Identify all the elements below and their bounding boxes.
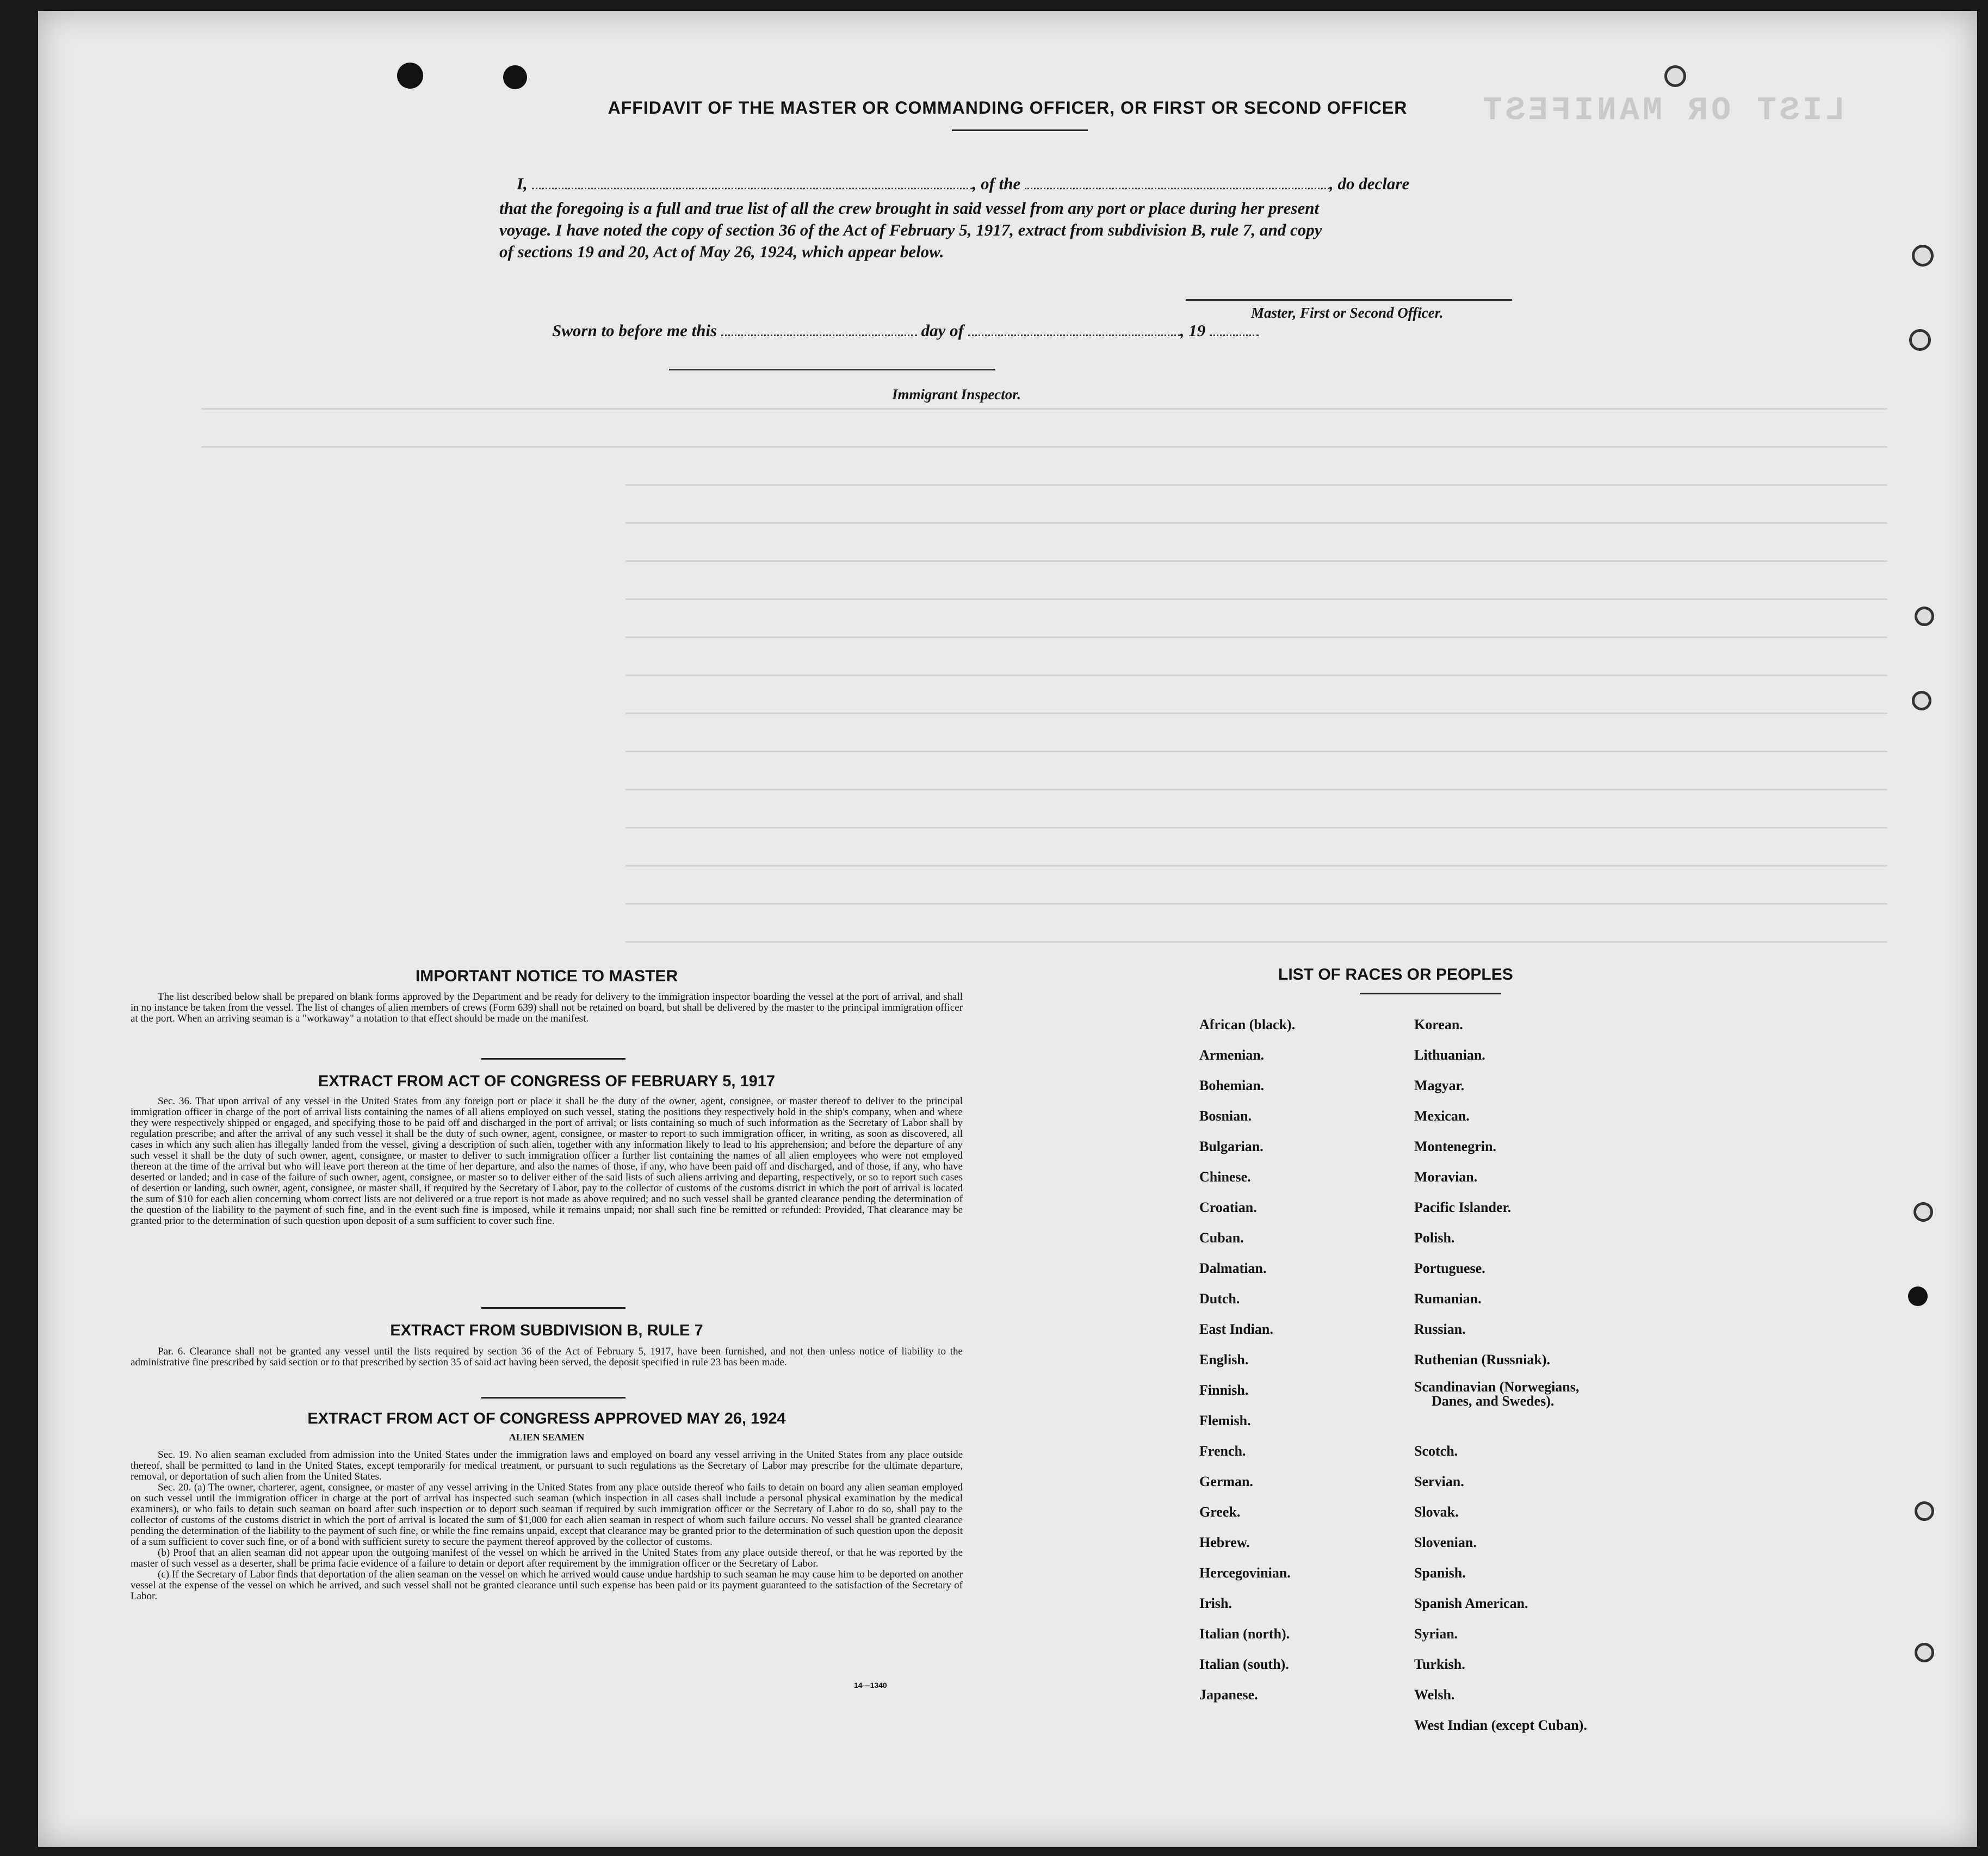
race-item: Japanese. <box>1199 1687 1258 1703</box>
bleed-through-line <box>201 446 1887 448</box>
extract-rule7-title: EXTRACT FROM SUBDIVISION B, RULE 7 <box>390 1322 703 1339</box>
binder-ring-hole <box>1913 1202 1933 1222</box>
race-item: Spanish. <box>1414 1565 1466 1581</box>
inspector-label: Immigrant Inspector. <box>892 386 1021 403</box>
race-item: Syrian. <box>1414 1626 1458 1642</box>
signature-line[interactable] <box>1186 299 1512 301</box>
bleed-through-line <box>625 484 1887 486</box>
binder-ring-hole <box>1912 691 1931 710</box>
race-item: Pacific Islander. <box>1414 1199 1512 1215</box>
paragraph-6-text: Par. 6. Clearance shall not be granted any vessel until the lists required by section 36 of the Act of February 5, 1917, have been furnished, and not then unless notice of liability to the administrative fine prescribed by said section or to that prescribed by section 35 of said act having been served, the deposit specified in rule 23 has been made. <box>131 1346 963 1368</box>
bleed-through-line <box>625 598 1887 600</box>
section-20a-text: Sec. 20. (a) The owner, charterer, agent, consignee, or master of any vessel arriving in the United States from any place outside thereof who fails to detain on board any alien seaman employed on such vessel until the immigration officer in charge at the port of arrival has inspected such seaman (which inspection in all cases shall include a personal physical examination by the medical examiners), or who fails to detain such seaman on board after such inspection or to deport such seaman if required by such immigration officer or the Secretary of Labor to do so, shall pay to the collector of customs of the customs district in which the port of arrival is located the sum of $1,000 for each alien seaman in respect of whom such failure occurs. No vessel shall be granted clearance pending the determination of the liability to the payment of such fine, or while the fine remains unpaid, except that clearance may be granted prior to the determination of such question upon the deposit of a sum sufficient to cover such fine, or of a bond with sufficient surety to secure the payment thereof approved by the collector of customs. <box>131 1482 963 1548</box>
sworn-line <box>552 321 1259 341</box>
title-underline <box>952 129 1088 131</box>
race-item: West Indian (except Cuban). <box>1414 1717 1587 1733</box>
race-item: Croatian. <box>1199 1199 1257 1215</box>
race-item: Chinese. <box>1199 1169 1251 1185</box>
race-item: Hebrew. <box>1199 1535 1250 1550</box>
title-underline <box>1360 993 1501 994</box>
race-item: Italian (north). <box>1199 1626 1290 1642</box>
race-item: Hercegovinian. <box>1199 1565 1291 1581</box>
section-divider <box>481 1058 625 1060</box>
vessel-field[interactable] <box>1025 188 1329 189</box>
bleed-through-line <box>625 636 1887 638</box>
affidavit-line-4: of sections 19 and 20, Act of May 26, 1924, which appear below. <box>499 242 944 261</box>
binder-ring-hole <box>1664 65 1686 87</box>
section-20b-text: (b) Proof that an alien seaman did not appear upon the outgoing manifest of the vessel on which he arrived in the United States from any place outside thereof, or that he was reported by the master of such vessel as a deserter, shall be prima facie evidence of a failure to detain or deport after requirement by the immigration officer or the Secretary of Labor. <box>131 1547 963 1569</box>
extract-1924-title: EXTRACT FROM ACT OF CONGRESS APPROVED MAY 26, 1924 <box>307 1410 786 1427</box>
race-item: Flemish. <box>1199 1413 1251 1428</box>
extract-1924-body <box>131 1450 963 1602</box>
binder-ring-hole <box>1909 329 1931 351</box>
race-item: Servian. <box>1414 1474 1464 1489</box>
sworn-year-field[interactable] <box>1210 335 1259 336</box>
bleed-through-line <box>625 522 1887 524</box>
affidavit-of-the: , of the <box>972 174 1021 193</box>
notice-text: The list described below shall be prepared on blank forms approved by the Department and be ready for delivery to the immigration inspector boarding the vessel at the port of arrival, and shall in no instance be taken from the vessel. The list of changes of alien members of crews (Form 639) shall not be retained on board, but shall be delivered by the master to the principal immigration officer at the port. When an arriving seaman is a "workaway" a notation to that effect should be made on the manifest. <box>131 991 963 1024</box>
race-item: African (black). <box>1199 1017 1296 1032</box>
signature-label: Master, First or Second Officer. <box>1251 305 1444 321</box>
section-divider <box>481 1397 625 1399</box>
race-item: Cuban. <box>1199 1230 1244 1246</box>
alien-seamen-subtitle: ALIEN SEAMEN <box>509 1432 585 1443</box>
document-page <box>38 11 1977 1847</box>
race-item: French. <box>1199 1443 1246 1459</box>
race-item: Rumanian. <box>1414 1291 1482 1307</box>
race-item: English. <box>1199 1352 1249 1368</box>
race-item: Irish. <box>1199 1595 1232 1611</box>
race-item: Finnish. <box>1199 1382 1249 1398</box>
race-item: Slovenian. <box>1414 1535 1477 1550</box>
race-item: Dutch. <box>1199 1291 1240 1307</box>
bleed-through-line <box>625 789 1887 790</box>
notice-body <box>131 992 963 1024</box>
race-item: Montenegrin. <box>1414 1139 1496 1154</box>
notice-title: IMPORTANT NOTICE TO MASTER <box>415 967 678 985</box>
inspector-signature-line[interactable] <box>669 369 995 370</box>
race-item: Korean. <box>1414 1017 1463 1032</box>
bleed-through-heading: LIST OR MANIFEST <box>1479 92 1845 129</box>
extract-1917-body <box>131 1096 963 1227</box>
bleed-through-line <box>625 675 1887 676</box>
race-item: Scotch. <box>1414 1443 1458 1459</box>
race-item: Armenian. <box>1199 1047 1265 1063</box>
race-item: Scandinavian (Norwegians, <box>1414 1379 1580 1395</box>
race-item: Lithuanian. <box>1414 1047 1485 1063</box>
section-20c-text: (c) If the Secretary of Labor finds that deportation of the alien seaman on the vessel on which he arrived would cause undue hardship to such seaman he may cause him to be deported on another vessel at the expense of the vessel on which he arrived, and such vessel shall not be granted clearance until such expense has been paid or its payment guaranteed to the satisfaction of the Secretary of Labor. <box>131 1569 963 1602</box>
bleed-through-line <box>625 751 1887 752</box>
binder-ring-hole <box>1915 1643 1934 1662</box>
section-36-text: Sec. 36. That upon arrival of any vessel in the United States from any foreign port or place it shall be the duty of the owner, agent, consignee, or master thereof to deliver to the principal immigration officer in charge of the port of arrival lists containing the names of all aliens employed on such vessel, stating the positions they respectively hold in the ship's company, when and where they were respectively shipped or engaged, and specifying those to be paid off and discharged in the port of arrival; or lists containing so much of such information as the Secretary of Labor shall by regulation prescribe; and after the arrival of any such vessel it shall be the duty of such owner, agent, consignee, or master to report to such immigration officer, in writing, as soon as discovered, all cases in which any such alien has illegally landed from the vessel, giving a description of such alien, together with any information likely to lead to his apprehension; and before the departure of any such vessel it shall be the duty of such owner, agent, consignee, or master to deliver to such immigration officer a further list containing the names of all alien employees who were not employed thereon at the time of the arrival but who will leave port thereon at the time of her departure, and also the names of those, if any, who have been paid off and discharged, and of those, if any, who have deserted or landed; and in case of the failure of such owner, agent, consignee, or master so to deliver either of the said lists of such aliens arriving and departing, respectively, or so to report such cases of desertion or landing, such owner, agent, consignee, or master shall, if required by the Secretary of Labor, pay to the collector of customs of the customs district in which the port of arrival is located the sum of $10 for each alien concerning whom correct lists are not delivered or a true report is not made as above required; and no such vessel shall be granted clearance pending the determination of the question of the liability to the payment of such fine, and in the event such fine is imposed, while it remains unpaid; nor shall such fine be remitted or refunded: Provided, That clearance may be granted prior to the determination of such question upon deposit of a sum sufficient to cover such fine. <box>131 1096 963 1227</box>
bleed-through-line <box>201 408 1887 410</box>
race-item: Italian (south). <box>1199 1656 1289 1672</box>
race-item: Danes, and Swedes). <box>1432 1393 1555 1409</box>
punch-hole <box>397 63 423 89</box>
race-item: Bulgarian. <box>1199 1139 1264 1154</box>
race-item: Slovak. <box>1414 1504 1459 1520</box>
binder-ring-hole <box>1912 245 1934 267</box>
affidavit-title: AFFIDAVIT OF THE MASTER OR COMMANDING OFFICER, OR FIRST OR SECOND OFFICER <box>608 98 1408 117</box>
race-item: Bohemian. <box>1199 1078 1265 1093</box>
race-item: Welsh. <box>1414 1687 1455 1703</box>
race-item: Moravian. <box>1414 1169 1478 1185</box>
race-item: Portuguese. <box>1414 1260 1485 1276</box>
binder-ring-hole <box>1915 607 1934 626</box>
binder-ring-hole <box>1915 1501 1934 1521</box>
bleed-through-line <box>625 941 1887 943</box>
name-field[interactable] <box>532 188 973 189</box>
race-item: Bosnian. <box>1199 1108 1252 1124</box>
race-item: Russian. <box>1414 1321 1466 1337</box>
race-item: Dalmatian. <box>1199 1260 1267 1276</box>
race-item: Magyar. <box>1414 1078 1465 1093</box>
race-item: Turkish. <box>1414 1656 1465 1672</box>
day-of-label: day of <box>921 321 964 340</box>
race-item: Greek. <box>1199 1504 1241 1520</box>
bleed-through-line <box>625 827 1887 828</box>
sworn-day-field[interactable] <box>721 335 917 336</box>
affidavit-line-1 <box>517 174 1474 194</box>
section-divider <box>481 1307 625 1309</box>
affidavit-declare: , do declare <box>1329 174 1410 193</box>
bleed-through-line <box>625 560 1887 562</box>
race-item: Ruthenian (Russniak). <box>1414 1352 1550 1368</box>
affidavit-line-2: that the foregoing is a full and true list of all the crew brought in said vessel from any port or place during her present <box>499 199 1320 218</box>
affidavit-i: I, <box>517 174 528 193</box>
race-item: Mexican. <box>1414 1108 1470 1124</box>
punch-hole <box>503 65 527 89</box>
races-title: LIST OF RACES OR PEOPLES <box>1278 966 1513 983</box>
affidavit-line-3: voyage. I have noted the copy of section 36 of the Act of February 5, 1917, extract from subdivision B, rule 7, and copy <box>499 220 1322 239</box>
sworn-label: Sworn to before me this <box>552 321 717 340</box>
race-item: German. <box>1199 1474 1253 1489</box>
sworn-month-field[interactable] <box>968 335 1180 336</box>
race-item: Polish. <box>1414 1230 1455 1246</box>
extract-rule7-body <box>131 1346 963 1368</box>
extract-1917-title: EXTRACT FROM ACT OF CONGRESS OF FEBRUARY 5, 1917 <box>318 1073 776 1090</box>
form-number: 14—1340 <box>854 1681 887 1690</box>
year-prefix: , 19 <box>1180 321 1206 340</box>
bleed-through-line <box>625 713 1887 714</box>
bleed-through-line <box>625 865 1887 867</box>
punch-hole <box>1908 1286 1928 1306</box>
race-item: Spanish American. <box>1414 1595 1528 1611</box>
bleed-through-line <box>625 903 1887 905</box>
race-item: East Indian. <box>1199 1321 1273 1337</box>
section-19-text: Sec. 19. No alien seaman excluded from admission into the United States under the immigration laws and employed on board any vessel arriving in the United States from any place outside thereof, shall be permitted to land in the United States, except temporarily for medical treatment, or pursuant to such regulations as the Secretary of Labor may prescribe for the ultimate departure, removal, or deportation of such alien from the United States. <box>131 1449 963 1482</box>
